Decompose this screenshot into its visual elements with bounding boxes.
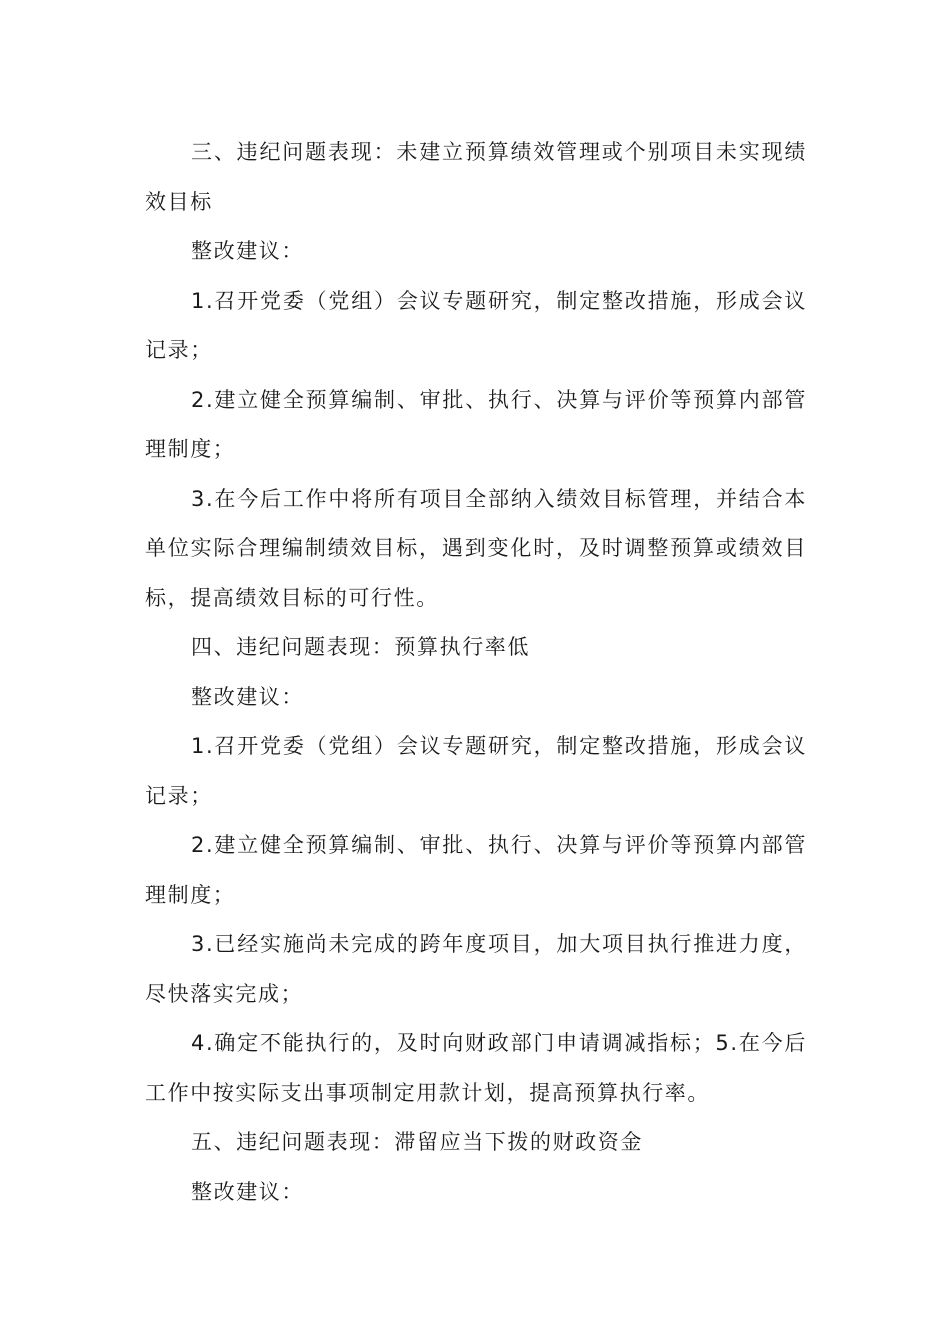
list-item: 2.建立健全预算编制、审批、执行、决算与评价等预算内部管理制度；: [145, 387, 807, 461]
list-item: 3.已经实施尚未完成的跨年度项目，加大项目执行推进力度，尽快落实完成；: [145, 932, 807, 1006]
rectification-label: 整改建议：: [191, 239, 304, 263]
list-item: 4.确定不能执行的，及时向财政部门申请调减指标；5.在今后工作中按实际支出事项制定用款计划，提高预算执行率。: [145, 1031, 807, 1105]
rectification-label: 整改建议：: [191, 684, 304, 709]
rectification-label: 整改建议：: [191, 1179, 304, 1204]
section-heading-4: 四、违纪问题表现：预算执行率低: [191, 635, 530, 659]
list-item: 1.召开党委（党组）会议专题研究，制定整改措施，形成会议记录；: [145, 734, 807, 808]
document-body: [145, 128, 807, 1217]
section-heading-3: 三、违纪问题表现：未建立预算绩效管理或个别项目未实现绩效目标: [145, 140, 807, 214]
list-item: 1.召开党委（党组）会议专题研究，制定整改措施，形成会议记录；: [145, 288, 807, 362]
section-heading-5: 五、违纪问题表现：滞留应当下拨的财政资金: [191, 1130, 643, 1154]
list-item: 2.建立健全预算编制、审批、执行、决算与评价等预算内部管理制度；: [145, 833, 807, 907]
list-item: 3.在今后工作中将所有项目全部纳入绩效目标管理，并结合本单位实际合理编制绩效目标，遇到变化时，及时调整预算或绩效目标，提高绩效目标的可行性。: [145, 486, 807, 610]
